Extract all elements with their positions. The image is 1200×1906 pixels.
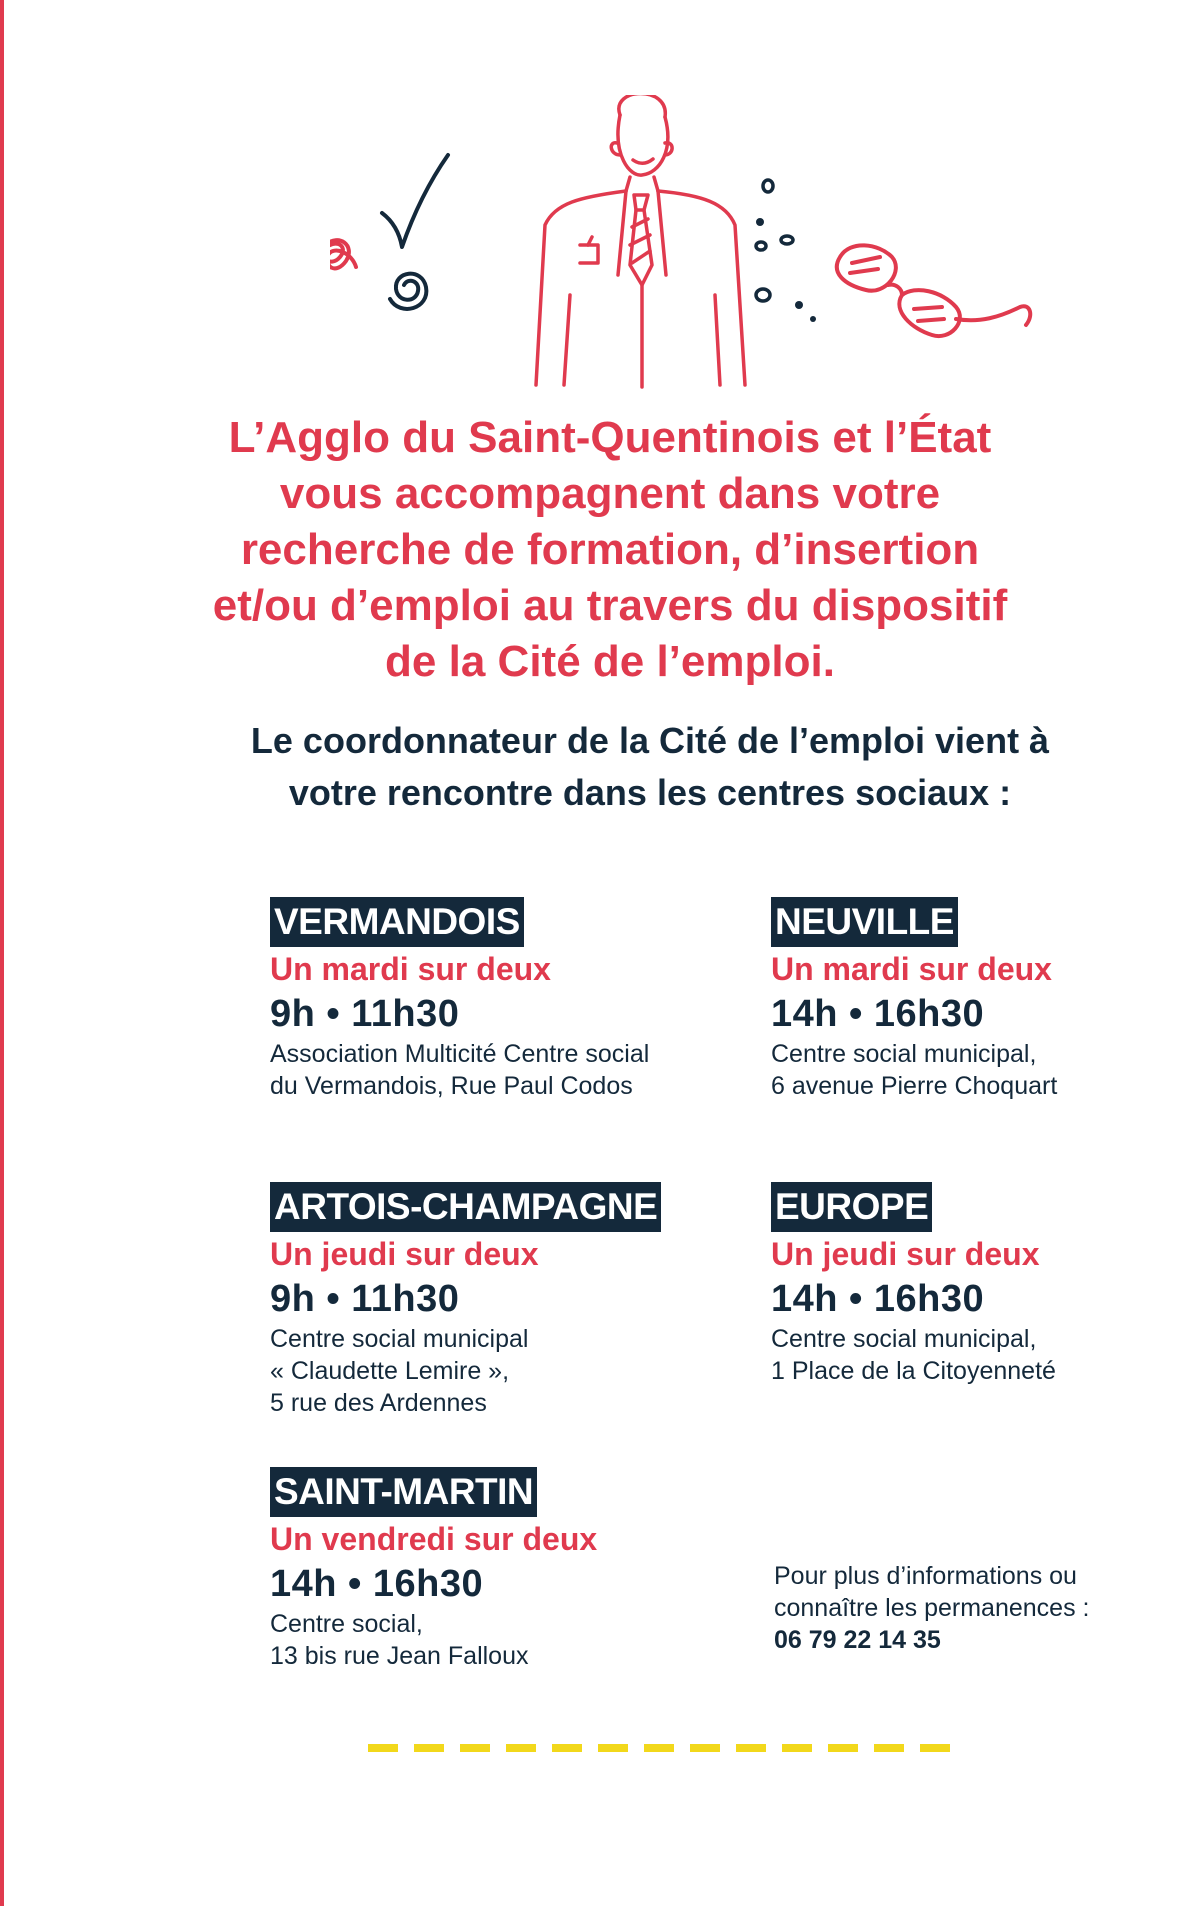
spiral-icon <box>390 274 426 309</box>
centre-address <box>771 1038 1057 1102</box>
address-line: Association Multicité Centre social <box>270 1040 650 1068</box>
address-line: Centre social municipal, <box>771 1325 1037 1353</box>
page-left-border <box>0 0 4 1906</box>
intro-line: recherche de formation, d’insertion <box>240 525 980 574</box>
centre-name: SAINT-MARTIN <box>270 1467 537 1517</box>
contact-info <box>774 1560 1089 1656</box>
centre-name: VERMANDOIS <box>270 897 524 947</box>
centre-hours: 14h • 16h30 <box>270 1563 484 1605</box>
centre-hours: 14h • 16h30 <box>771 993 985 1035</box>
centre-saint-martin <box>270 1467 597 1672</box>
address-line: 6 avenue Pierre Choquart <box>771 1072 1058 1100</box>
dashed-divider <box>368 1741 978 1755</box>
address-line: du Vermandois, Rue Paul Codos <box>270 1072 633 1100</box>
centre-hours: 9h • 11h30 <box>270 993 460 1035</box>
centre-address <box>270 1323 661 1419</box>
intro-line: de la Cité de l’emploi. <box>385 637 835 686</box>
centre-europe <box>771 1182 1056 1387</box>
centre-hours: 14h • 16h30 <box>771 1278 985 1320</box>
subtitle-line: Le coordonnateur de la Cité de l’emploi vient à <box>250 720 1050 761</box>
centre-frequency: Un jeudi sur deux <box>270 1236 539 1272</box>
contact-line: connaître les permanences : <box>774 1594 1090 1622</box>
intro-line: vous accompagnent dans votre <box>279 469 941 518</box>
address-line: 13 bis rue Jean Falloux <box>270 1642 529 1670</box>
intro-text <box>160 410 1060 690</box>
centre-address <box>771 1323 1056 1387</box>
centre-hours: 9h • 11h30 <box>270 1278 460 1320</box>
address-line: Centre social, <box>270 1610 423 1638</box>
centre-name: EUROPE <box>771 1182 932 1232</box>
intro-line: L’Agglo du Saint-Quentinois et l’État <box>228 413 992 462</box>
centre-vermandois <box>270 897 649 1102</box>
centre-name: NEUVILLE <box>771 897 958 947</box>
centre-name: ARTOIS-CHAMPAGNE <box>270 1182 661 1232</box>
subtitle <box>150 715 1150 819</box>
address-line: 5 rue des Ardennes <box>270 1389 487 1417</box>
checkmark-icon <box>382 155 448 247</box>
centre-frequency: Un mardi sur deux <box>771 951 1052 987</box>
centre-frequency: Un mardi sur deux <box>270 951 551 987</box>
centre-frequency: Un jeudi sur deux <box>771 1236 1040 1272</box>
centre-artois-champagne <box>270 1182 661 1419</box>
centre-address <box>270 1038 649 1102</box>
phone-number[interactable]: 06 79 22 14 35 <box>774 1626 941 1654</box>
intro-line: et/ou d’emploi au travers du dispositif <box>212 581 1008 630</box>
illustration <box>330 95 1100 395</box>
address-line: Centre social municipal, <box>771 1040 1037 1068</box>
centre-neuville <box>771 897 1057 1102</box>
subtitle-line: votre rencontre dans les centres sociaux : <box>288 772 1012 813</box>
squiggle-icon <box>330 240 356 268</box>
contact-line: Pour plus d’informations ou <box>774 1562 1077 1590</box>
address-line: Centre social municipal <box>270 1325 529 1353</box>
centre-address <box>270 1608 597 1672</box>
centre-frequency: Un vendredi sur deux <box>270 1521 598 1557</box>
man-in-suit-icon <box>536 95 745 387</box>
address-line: « Claudette Lemire », <box>270 1357 510 1385</box>
address-line: 1 Place de la Citoyenneté <box>771 1357 1056 1385</box>
glasses-icon <box>837 245 1030 336</box>
